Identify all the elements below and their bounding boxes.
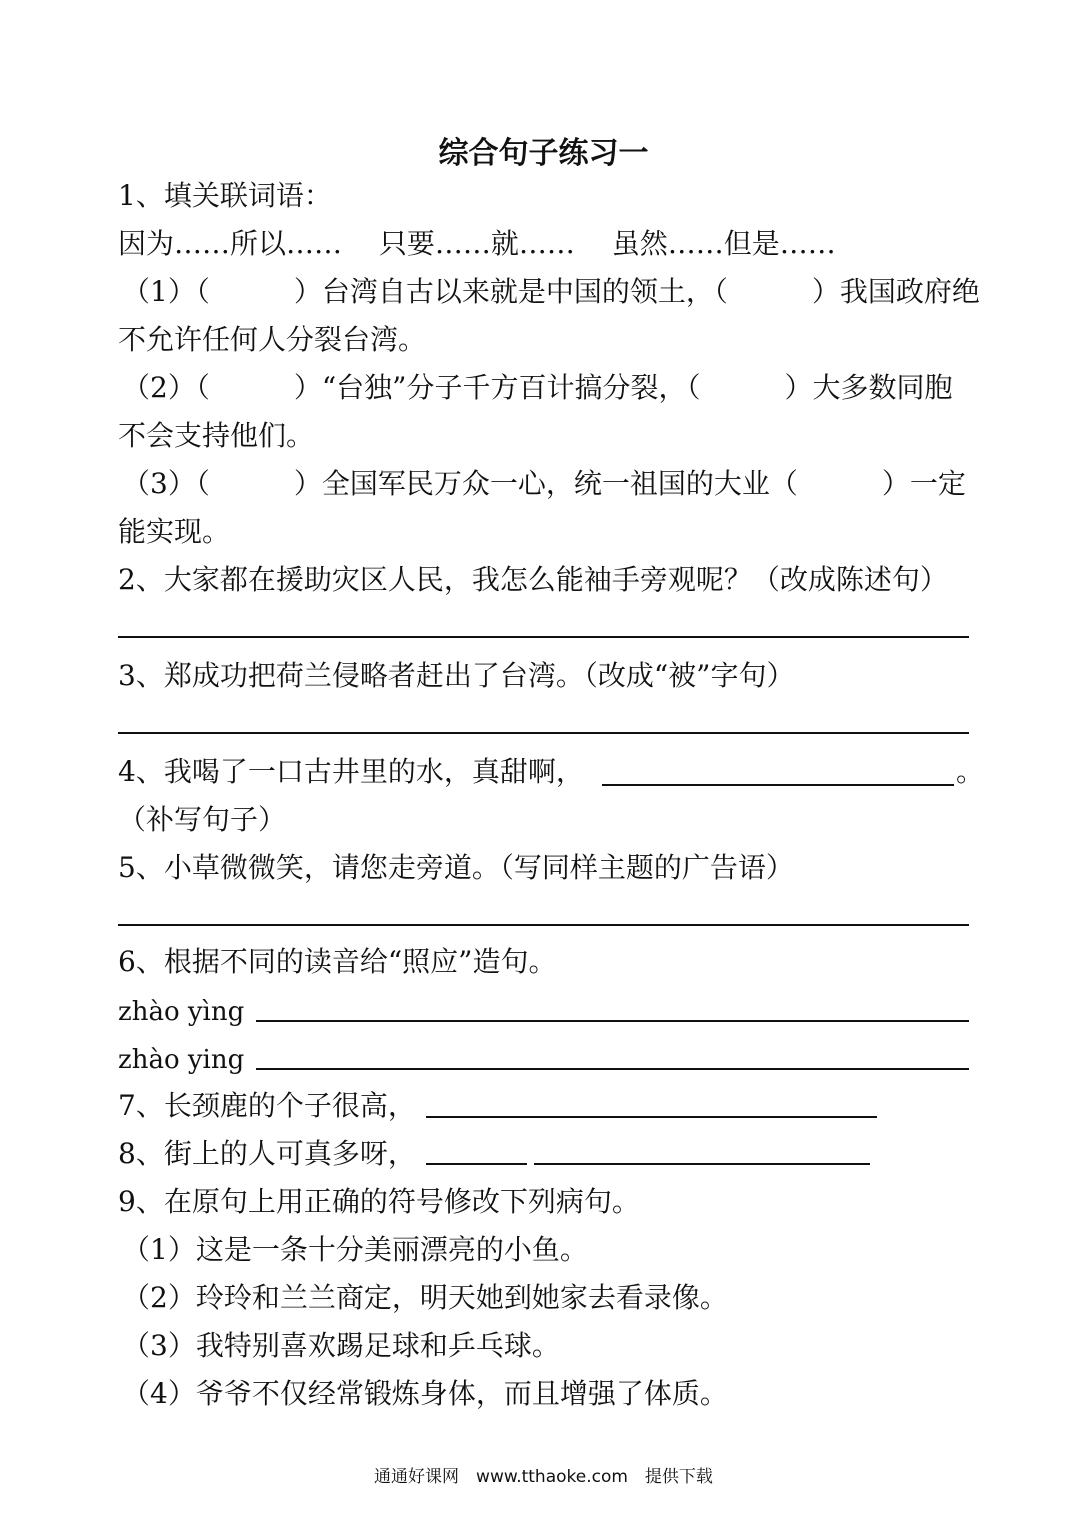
q1-item-1-line2: 不允许任何人分裂台湾。 [118,323,427,356]
q1-item-1-line1: （1）（ ）台湾自古以来就是中国的领土，（ ）我国政府绝 [122,275,980,308]
q4-answer-line[interactable] [602,784,954,786]
q1-item-2-line2: 不会支持他们。 [118,419,315,452]
q4-text: 4、我喝了一口古井里的水，真甜啊， [118,755,584,788]
q6-answer-line-1[interactable] [256,1020,969,1022]
q1-item-3-line1: （3）（ ）全国军民万众一心，统一祖国的大业（ ）一定 [122,467,966,500]
q1-item-3-line2: 能实现。 [118,515,231,548]
q6-text: 6、根据不同的读音给“照应”造句。 [118,945,557,978]
q8-text: 8、街上的人可真多呀， [118,1137,416,1170]
q4-end-mark: 。 [956,755,985,788]
q7-answer-line[interactable] [426,1116,877,1118]
q3-text: 3、郑成功把荷兰侵略者赶出了台湾。（改成“被”字句） [118,659,795,692]
q7-text: 7、长颈鹿的个子很高， [118,1089,416,1122]
q1-options: 因为……所以…… 只要……就…… 虽然……但是…… [118,227,836,260]
q5-answer-line[interactable] [118,924,969,926]
q1-heading: 1、填关联词语： [118,179,332,212]
q6-pinyin-2: zhào ying [118,1045,245,1075]
q5-text: 5、小草微微笑，请您走旁道。（写同样主题的广告语） [118,851,794,884]
q1-item-2-line1: （2）（ ）“台独”分子千方百计搞分裂，（ ）大多数同胞 [122,371,953,404]
q4-note: （补写句子） [118,803,287,836]
page-title: 综合句子练习一 [438,136,649,171]
q2-text: 2、大家都在援助灾区人民，我怎么能袖手旁观呢？（改成陈述句） [118,563,948,596]
q8-answer-line-1[interactable] [426,1163,527,1165]
q3-answer-line[interactable] [118,732,969,734]
q9-heading: 9、在原句上用正确的符号修改下列病句。 [118,1185,640,1218]
q9-item-2: （2）玲玲和兰兰商定，明天她到她家去看录像。 [122,1281,728,1314]
q6-answer-line-2[interactable] [256,1068,969,1070]
q8-answer-line-2[interactable] [534,1163,870,1165]
q6-pinyin-1: zhào yìng [118,997,245,1027]
q2-answer-line[interactable] [118,636,969,638]
q9-item-3: （3）我特别喜欢踢足球和乒乓球。 [122,1329,560,1362]
q9-item-4: （4）爷爷不仅经常锻炼身体，而且增强了体质。 [122,1377,728,1410]
q9-item-1: （1）这是一条十分美丽漂亮的小鱼。 [122,1233,588,1266]
page-footer: 通通好课网 www.tthaoke.com 提供下载 [374,1467,713,1487]
